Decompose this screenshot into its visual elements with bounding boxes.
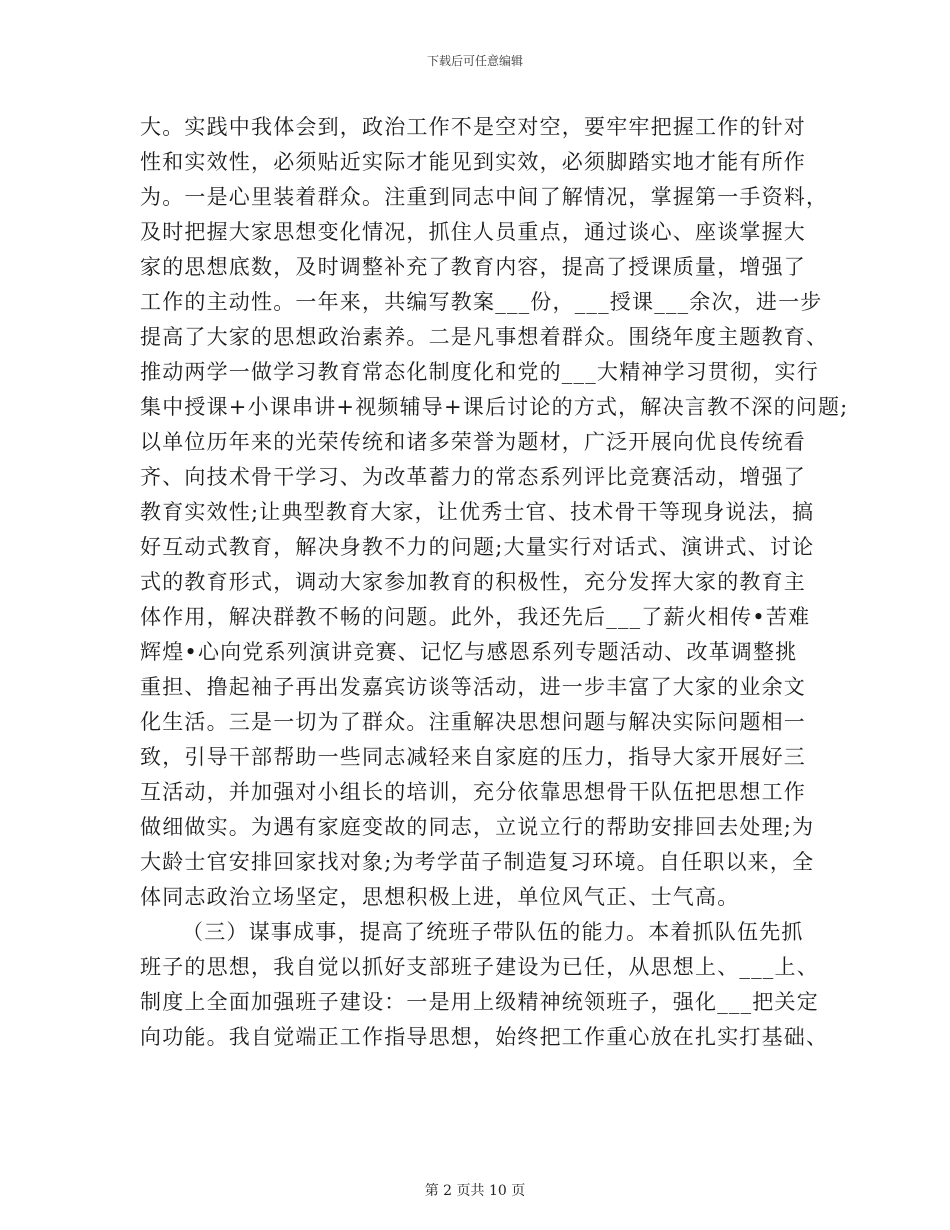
text-line: 体作用，解决群教不畅的问题。此外，我还先后___了薪火相传•苦难: [140, 605, 811, 629]
text-line: 提高了大家的思想政治素养。二是凡事想着群众。围绕年度主题教育、: [140, 325, 829, 349]
text-line: 向功能。我自觉端正工作指导思想，始终把工作重心放在扎实打基础、: [140, 1025, 829, 1049]
text-line: 式的教育形式，调动大家参加教育的积极性，充分发挥大家的教育主: [140, 570, 806, 594]
text-line: 互活动，并加强对小组长的培训，充分依靠思想骨干队伍把思想工作: [140, 780, 806, 804]
text-line: 以单位历年来的光荣传统和诸多荣誉为题材，广泛开展向优良传统看: [140, 430, 806, 454]
text-line: 辉煌•心向党系列演讲竞赛、记忆与感恩系列专题活动、改革调整挑: [140, 640, 798, 664]
text-line: 体同志政治立场坚定，思想积极上进，单位风气正、士气高。: [140, 885, 740, 909]
text-line: 好互动式教育，解决身教不力的问题;大量实行对话式、演讲式、讨论: [140, 535, 815, 559]
page-number: 第 2 页共 10 页: [424, 1183, 526, 1199]
text-line: 化生活。三是一切为了群众。注重解决思想问题与解决实际问题相一: [140, 710, 806, 734]
text-line: 工作的主动性。一年来，共编写教案___份，___授课___余次，进一步: [140, 290, 823, 314]
text-line: 大。实践中我体会到，政治工作不是空对空，要牢牢把握工作的针对: [140, 115, 806, 139]
text-line: 班子的思想，我自觉以抓好支部班子建设为已任，从思想上、___上、: [140, 955, 819, 979]
text-line: 大龄士官安排回家找对象;为考学苗子制造复习环境。自任职以来，全: [140, 850, 815, 874]
document-body: [140, 110, 849, 1055]
text-line: 制度上全面加强班子建设：一是用上级精神统领班子，强化___把关定: [140, 990, 819, 1014]
text-line: 齐、向技术骨干学习、为改革蓄力的常态系列评比竞赛活动，增强了: [140, 465, 806, 489]
section-heading-line: （三）谋事成事，提高了统班子带队伍的能力。本着抓队伍先抓: [182, 920, 804, 944]
text-line: 及时把握大家思想变化情况，抓住人员重点，通过谈心、座谈掌握大: [140, 220, 806, 244]
text-line: 为。一是心里装着群众。注重到同志中间了解情况，掌握第一手资料，: [140, 185, 829, 209]
text-line: 重担、撸起袖子再出发嘉宾访谈等活动，进一步丰富了大家的业余文: [140, 675, 806, 699]
text-line: 集中授课+小课串讲+视频辅导+课后讨论的方式，解决言教不深的问题;: [140, 395, 849, 419]
text-line: 教育实效性;让典型教育大家，让优秀士官、技术骨干等现身说法，搞: [140, 500, 815, 524]
text-line: 性和实效性，必须贴近实际才能见到实效，必须脚踏实地才能有所作: [140, 150, 806, 174]
text-line: 致，引导干部帮助一些同志减轻来自家庭的压力，指导大家开展好三: [140, 745, 806, 769]
page-header: 下载后可任意编辑: [426, 54, 523, 68]
text-line: 推动两学一做学习教育常态化制度化和党的___大精神学习贯彻，实行: [140, 360, 819, 384]
text-line: 做细做实。为遇有家庭变故的同志，立说立行的帮助安排回去处理;为: [140, 815, 815, 839]
text-line: 家的思想底数，及时调整补充了教育内容，提高了授课质量，增强了: [140, 255, 806, 279]
